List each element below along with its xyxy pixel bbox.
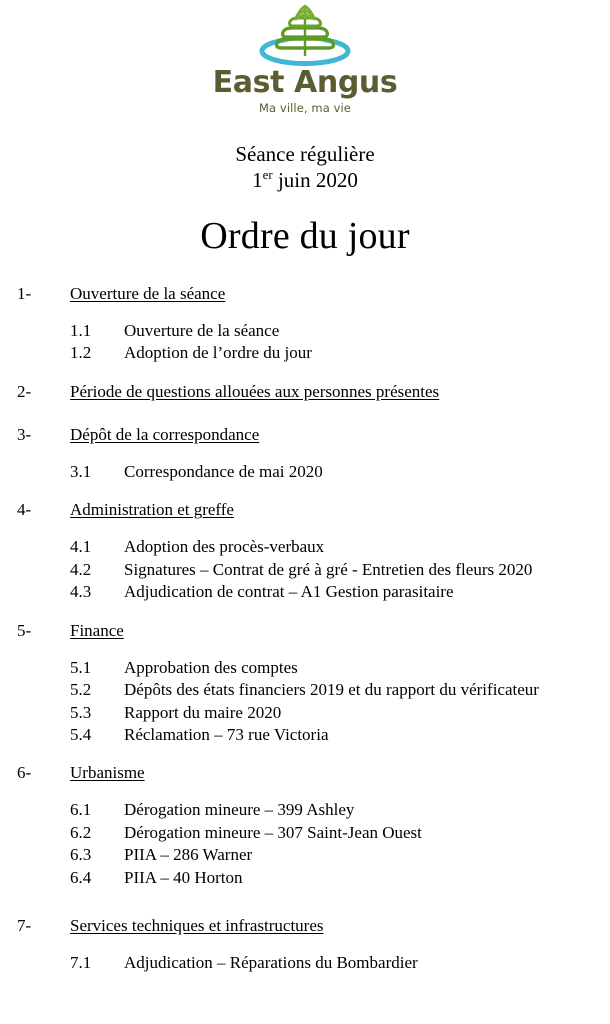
agenda-subitem-text: Adoption de l’ordre du jour: [124, 343, 312, 363]
agenda-subitem-number: 5.3: [70, 702, 92, 722]
agenda-section: [0, 622, 610, 747]
agenda-subitem-list: [0, 536, 610, 603]
agenda-subitem: [0, 724, 610, 746]
agenda-subitem-text: Approbation des comptes: [124, 657, 298, 677]
agenda-subitem: [0, 342, 610, 364]
agenda-subitem: [0, 822, 610, 844]
agenda-subitem-text: Dérogation mineure – 307 Saint-Jean Ouest: [124, 822, 422, 842]
meeting-date: [0, 167, 610, 194]
agenda-subitem-number: 7.1: [70, 953, 92, 973]
agenda-spacer: [0, 404, 610, 426]
agenda-subitem: [0, 320, 610, 342]
meeting-date-ordinal: er: [262, 167, 273, 183]
agenda-subitem: [0, 559, 610, 581]
agenda-subitem: [0, 702, 610, 724]
agenda-subitem-text: Signatures – Contrat de gré à gré - Entretien des fleurs 2020: [124, 559, 533, 579]
agenda-section: [0, 383, 610, 426]
agenda-section-header: [0, 622, 610, 643]
agenda-section: [0, 764, 610, 917]
agenda-subitem-text: Rapport du maire 2020: [124, 702, 282, 722]
agenda-subitem-list: [0, 799, 610, 889]
agenda-section-header: [0, 383, 610, 404]
agenda-subitem-text: PIIA – 286 Warner: [124, 845, 253, 865]
agenda-section-number: 4-: [17, 500, 32, 520]
agenda-subitem-number: 6.2: [70, 822, 92, 842]
agenda-section-header: [0, 285, 610, 306]
agenda-subitem-number: 6.4: [70, 867, 92, 887]
agenda-subitem-number: 3.1: [70, 461, 92, 481]
agenda-subitem-list: [0, 657, 610, 747]
tree-ripple-logo-icon: [249, 4, 361, 66]
agenda-section-number: 7-: [17, 916, 32, 936]
agenda-section-header: [0, 501, 610, 522]
meeting-type: Séance régulière: [235, 141, 375, 166]
agenda-subitem-list: [0, 952, 610, 974]
agenda-subitem-text: Adoption des procès-verbaux: [124, 537, 325, 557]
agenda-section-header: [0, 917, 610, 938]
agenda-section-number: 5-: [17, 620, 32, 640]
agenda-subitem: [0, 867, 610, 889]
agenda-subitem-text: Adjudication de contrat – A1 Gestion parasitaire: [124, 582, 454, 602]
agenda-section: [0, 285, 610, 365]
agenda-section-title: Urbanisme: [70, 763, 145, 783]
agenda-subitem: [0, 799, 610, 821]
meeting-header: [0, 141, 610, 195]
agenda-subitem-number: 6.3: [70, 845, 92, 865]
agenda-subitem: [0, 461, 610, 483]
agenda-section-number: 1-: [17, 284, 32, 304]
agenda-section-number: 3-: [17, 424, 32, 444]
agenda-section: [0, 426, 610, 483]
agenda-subitem-number: 4.1: [70, 537, 92, 557]
agenda-section-header: [0, 764, 610, 785]
agenda-subitem-text: Réclamation – 73 rue Victoria: [124, 724, 329, 744]
agenda-subitem: [0, 581, 610, 603]
meeting-date-number: 1: [252, 168, 263, 193]
agenda-subitem-text: Adjudication – Réparations du Bombardier: [124, 953, 418, 973]
organization-logo: [0, 0, 610, 115]
agenda-subitem-list: [0, 461, 610, 483]
agenda-section-number: 6-: [17, 763, 32, 783]
agenda-section-header: [0, 426, 610, 447]
agenda-subitem-number: 5.1: [70, 657, 92, 677]
agenda-subitem-list: [0, 320, 610, 365]
logo-tagline: Ma ville, ma vie: [259, 100, 351, 115]
agenda-section-title: Services techniques et infrastructures: [70, 916, 324, 936]
agenda-subitem-text: Dépôts des états financiers 2019 et du rapport du vérificateur: [124, 680, 539, 700]
agenda-section-title: Finance: [70, 620, 124, 640]
agenda-subitem: [0, 952, 610, 974]
agenda-list: [0, 285, 610, 975]
agenda-section-title: Période de questions allouées aux personnes présentes: [70, 381, 440, 401]
agenda-subitem: [0, 679, 610, 701]
agenda-section-number: 2-: [17, 381, 32, 401]
page-title: Ordre du jour: [200, 215, 410, 258]
agenda-subitem: [0, 844, 610, 866]
agenda-section-title: Dépôt de la correspondance: [70, 424, 260, 444]
agenda-subitem-number: 1.1: [70, 321, 92, 341]
agenda-subitem-number: 4.3: [70, 582, 92, 602]
agenda-subitem-number: 5.2: [70, 680, 92, 700]
agenda-subitem-number: 1.2: [70, 343, 92, 363]
agenda-section: [0, 917, 610, 974]
agenda-section-title: Administration et greffe: [70, 500, 234, 520]
agenda-subitem: [0, 536, 610, 558]
agenda-subitem: [0, 657, 610, 679]
agenda-section-title: Ouverture de la séance: [70, 284, 226, 304]
agenda-section: [0, 501, 610, 603]
logo-wordmark: East Angus: [212, 65, 398, 100]
agenda-subitem-number: 5.4: [70, 724, 92, 744]
agenda-subitem-text: Correspondance de mai 2020: [124, 461, 323, 481]
meeting-date-rest: juin 2020: [272, 168, 358, 193]
agenda-subitem-text: PIIA – 40 Horton: [124, 867, 243, 887]
agenda-subitem-number: 6.1: [70, 800, 92, 820]
agenda-subitem-number: 4.2: [70, 559, 92, 579]
agenda-subitem-text: Dérogation mineure – 399 Ashley: [124, 800, 355, 820]
agenda-subitem-text: Ouverture de la séance: [124, 321, 280, 341]
